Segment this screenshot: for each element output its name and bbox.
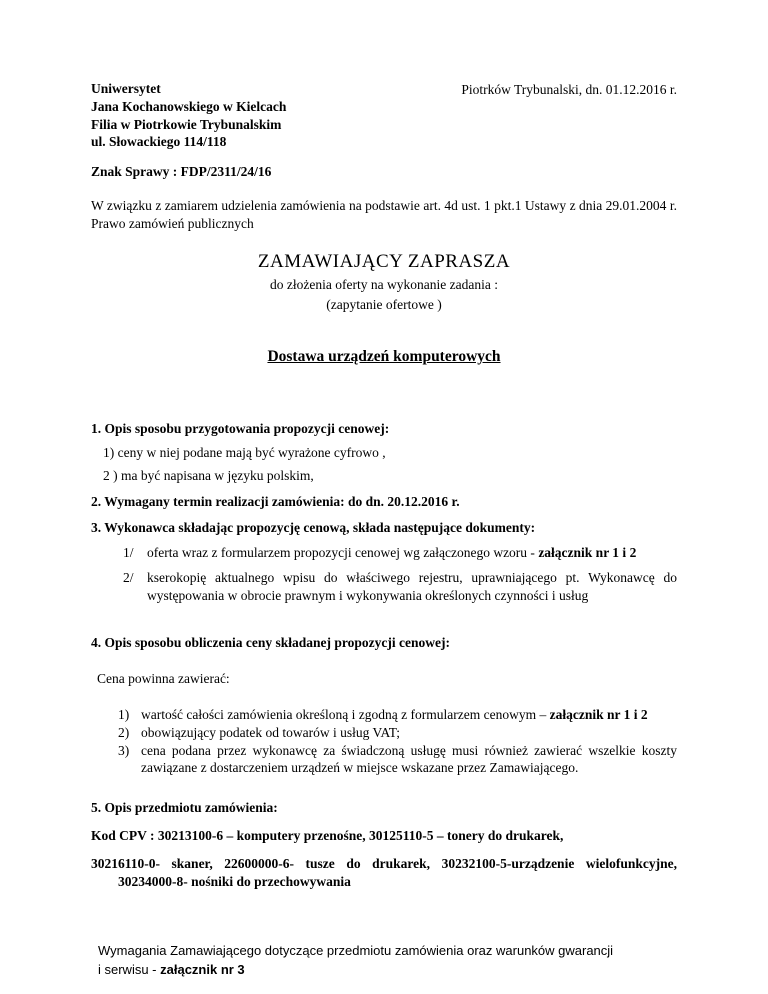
- item-text: oferta wraz z formularzem propozycji cenowej wg załączonego wzoru -: [147, 544, 539, 560]
- list-marker: 1): [118, 706, 130, 722]
- section-3-item-2-text: kserokopię aktualnego wpisu do właściwego rejestru, uprawniającego pt. Wykonawcę do występowania w obrocie prawnym i wykonywania określonych czynności i usług: [147, 569, 677, 603]
- list-marker: 2/: [123, 569, 134, 585]
- document-header: [91, 80, 677, 151]
- section-1-heading: 1. Opis sposobu przygotowania propozycji cenowej:: [91, 420, 390, 436]
- list-marker: 1/: [123, 544, 134, 560]
- section-5: [91, 799, 677, 890]
- section-4-item-2-text: obowiązujący podatek od towarów i usług VAT;: [141, 724, 400, 740]
- place-and-date: Piotrków Trybunalski, dn. 01.12.2016 r.: [461, 82, 677, 97]
- announcement-subtitle: do złożenia oferty na wykonanie zadania :: [270, 276, 498, 292]
- org-name-line: Uniwersytet: [91, 81, 161, 96]
- requirements-note-text: Wymagania Zamawiającego dotyczące przedmiotu zamówienia oraz warunków gwarancji i serwisu -: [98, 943, 614, 978]
- attachment-reference: załącznik nr 1 i 2: [549, 706, 648, 722]
- attachment-reference: załącznik nr 1 i 2: [538, 544, 637, 560]
- cpv-codes-line-1: Kod CPV : 30213100-6 – komputery przenośne, 30125110-5 – tonery do drukarek,: [91, 828, 564, 844]
- organization-address-block: [91, 80, 286, 151]
- section-3-item-1: [91, 544, 677, 562]
- announcement-note: (zapytanie ofertowe ): [326, 296, 442, 312]
- list-marker: 2): [118, 724, 130, 740]
- section-4-item-3-text: cena podana przez wykonawcę za świadczoną usługę musi również zawierać wszelkie koszty zawiązane z dostarczeniem urządzeń w miejsce wskazane przez Zamawiającego.: [141, 742, 677, 776]
- section-2-heading: 2. Wymagany termin realizacji zamówienia: do dn. 20.12.2016 r.: [91, 494, 460, 510]
- cpv-codes-line-2: 30216110-0- skaner, 22600000-6- tusze do drukarek, 30232100-5-urządzenie wielofunkcyjne, 30234000-8- nośniki do przechowywania: [91, 855, 677, 889]
- section-4: [91, 634, 677, 777]
- requirements-note: [91, 942, 677, 980]
- section-3-heading: 3. Wykonawca składając propozycję cenową, składa następujące dokumenty:: [91, 520, 536, 536]
- section-4-item-1: [91, 706, 677, 724]
- section-4-heading: 4. Opis sposobu obliczenia ceny składanej propozycji cenowej:: [91, 635, 451, 651]
- section-1: [91, 420, 677, 485]
- intro-paragraph: W związku z zamiarem udzielenia zamówienia na podstawie art. 4d ust. 1 pkt.1 Ustawy z dnia 29.01.2004 r. Prawo zamówień publicznych: [91, 198, 677, 231]
- section-3-item-2: [91, 569, 677, 605]
- section-4-item-2: [91, 724, 677, 742]
- section-5-heading: 5. Opis przedmiotu zamówienia:: [91, 800, 278, 816]
- org-branch-line: Filia w Piotrkowie Trybunalskim: [91, 116, 282, 132]
- section-4-list: [91, 706, 677, 777]
- section-4-item-3: [91, 742, 677, 778]
- section-3: [91, 519, 677, 604]
- announcement-title: ZAMAWIAJĄCY ZAPRASZA: [257, 250, 511, 272]
- org-street-line: ul. Słowackiego 114/118: [91, 134, 227, 150]
- org-name-line: Jana Kochanowskiego w Kielcach: [91, 98, 287, 114]
- announcement-block: [91, 249, 677, 314]
- case-number: Znak Sprawy : FDP/2311/24/16: [91, 164, 272, 180]
- section-1-item-2: 2 ) ma być napisana w języku polskim,: [103, 468, 314, 484]
- section-4-subheading: Cena powinna zawierać:: [97, 671, 230, 687]
- section-3-item-1-text: [147, 544, 677, 562]
- document-title: Dostawa urządzeń komputerowych: [267, 348, 501, 366]
- list-marker: 3): [118, 742, 130, 758]
- section-4-item-1-text: [141, 706, 677, 724]
- item-text: wartość całości zamówienia określoną i zgodną z formularzem cenowym –: [141, 706, 550, 722]
- attachment-reference: załącznik nr 3: [160, 962, 245, 978]
- section-1-item-1: 1) ceny w niej podane mają być wyrażone cyfrowo ,: [103, 444, 386, 460]
- section-2: [91, 493, 677, 511]
